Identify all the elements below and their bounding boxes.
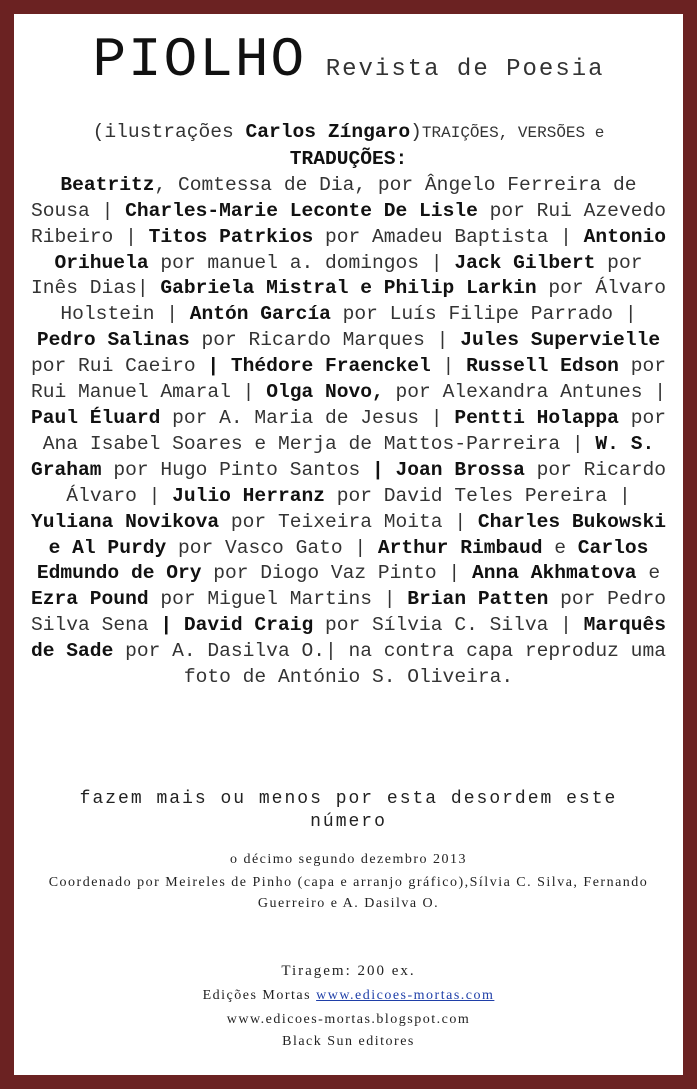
- translator-credit: , Comtessa de Dia, por Ângelo Ferreira de Sousa |: [31, 173, 637, 222]
- poet-name: Jack Gilbert: [454, 251, 596, 274]
- contents-block: [30, 120, 667, 691]
- translator-credit: por Ricardo Álvaro |: [66, 458, 666, 507]
- translator-credit: por Miguel Martins |: [148, 588, 408, 611]
- section-heading-caps: TRAIÇÕES, VERSÕES e: [421, 124, 605, 142]
- translator-credit: por Sílvia C. Silva |: [313, 614, 584, 637]
- translator-credit: por David Teles Pereira |: [324, 484, 631, 507]
- translator-credit: por manuel a. domingos |: [148, 251, 455, 274]
- translator-credit: por Teixeira Moita |: [219, 510, 478, 533]
- print-run: Tiragem: 200 ex.: [281, 963, 416, 979]
- publisher-label: Edições Mortas: [202, 988, 317, 1003]
- poet-name: Charles-Marie Leconte De Lisle: [125, 199, 478, 222]
- poet-name: Anna Akhmatova: [471, 562, 637, 585]
- poet-name: Pentti Holappa: [454, 406, 619, 429]
- translator-credit: por Vasco Gato |: [166, 536, 378, 559]
- illustrations-suffix: ): [410, 121, 422, 143]
- magazine-subtitle: Revista de Poesia: [325, 56, 605, 83]
- poet-name: Ezra Pound: [31, 588, 149, 611]
- translator-credit: por Diogo Vaz Pinto |: [201, 562, 472, 585]
- poet-name: Yuliana Novikova: [31, 510, 220, 533]
- contents-list: [31, 174, 666, 688]
- translator-credit: por Amadeu Baptista |: [313, 225, 584, 248]
- poet-name: | Joan Brossa: [372, 458, 525, 481]
- poet-name: Paul Éluard: [31, 406, 161, 429]
- poet-name: Russell Edson: [466, 355, 619, 378]
- poet-name: Marquês de Sade: [31, 614, 666, 663]
- poet-name: Julio Herranz: [172, 484, 325, 507]
- poet-name: Carlos Edmundo de Ory: [36, 536, 649, 585]
- order-note: fazem mais ou menos por esta desordem este número: [79, 789, 618, 832]
- poet-name: Arthur Rimbaud: [377, 536, 543, 559]
- poet-name: Jules Supervielle: [460, 329, 661, 352]
- poster-page: [14, 14, 683, 1075]
- translator-credit: por Ricardo Marques |: [189, 329, 461, 352]
- poet-name: Antonio Orihuela: [54, 225, 666, 274]
- translator-credit: por Ana Isabel Soares e Merja de Mattos-Parreira |: [42, 406, 666, 455]
- poet-name: | Thédore Fraenckel: [207, 355, 431, 378]
- translator-credit: e: [636, 562, 661, 585]
- translator-credit: por A. Maria de Jesus |: [160, 406, 455, 429]
- translator-credit: por Rui Caeiro: [31, 355, 208, 378]
- black-sun-editors: Black Sun editores: [282, 1034, 415, 1049]
- poet-name: | David Craig: [160, 614, 314, 637]
- poet-name: Pedro Salinas: [36, 329, 190, 352]
- translator-credit: por Inês Dias|: [31, 251, 643, 300]
- blog-address: www.edicoes-mortas.blogspot.com: [226, 1012, 471, 1027]
- poet-name: Titos Patrkios: [148, 225, 314, 248]
- poet-name: Gabriela Mistral e Philip Larkin: [160, 277, 537, 300]
- translator-credit: por Pedro Silva Sena: [31, 588, 666, 637]
- translator-credit: por Rui Manuel Amaral |: [31, 355, 666, 404]
- illustrations-prefix: (ilustrações: [92, 121, 246, 143]
- issue-date: o décimo segundo dezembro 2013: [229, 852, 468, 867]
- poet-name: W. S. Graham: [31, 432, 655, 481]
- translator-credit: por A. Dasilva O.| na contra capa reproduz uma foto de António S. Oliveira.: [113, 640, 666, 689]
- coordination-credits: Coordenado por Meireles de Pinho (capa e arranjo gráfico),Sílvia C. Silva, Fernando Guerreiro e A. Dasilva O.: [48, 875, 649, 911]
- translator-credit: por Álvaro Holstein |: [60, 277, 666, 326]
- magazine-title: PIOLHO: [92, 28, 307, 92]
- publisher-line: [14, 985, 683, 1006]
- translator-credit: por Alexandra Antunes |: [383, 381, 666, 404]
- section-heading-bold: TRADUÇÕES:: [289, 147, 408, 170]
- translator-credit: e: [542, 536, 578, 559]
- poet-name: Brian Patten: [407, 588, 549, 611]
- poet-name: Beatritz: [60, 173, 155, 196]
- translator-credit: por Hugo Pinto Santos: [101, 458, 373, 481]
- publisher-website-link[interactable]: www.edicoes-mortas.com: [316, 988, 495, 1003]
- masthead: [14, 28, 683, 92]
- poet-name: Olga Novo,: [266, 381, 384, 404]
- illustrator-name: Carlos Zíngaro: [245, 121, 411, 143]
- translator-credit: por Luís Filipe Parrado |: [330, 303, 637, 326]
- poet-name: Antón García: [189, 303, 331, 326]
- poet-name: Charles Bukowski e Al Purdy: [48, 510, 666, 559]
- translator-credit: por Rui Azevedo Ribeiro |: [31, 199, 666, 248]
- translator-credit: |: [430, 355, 467, 378]
